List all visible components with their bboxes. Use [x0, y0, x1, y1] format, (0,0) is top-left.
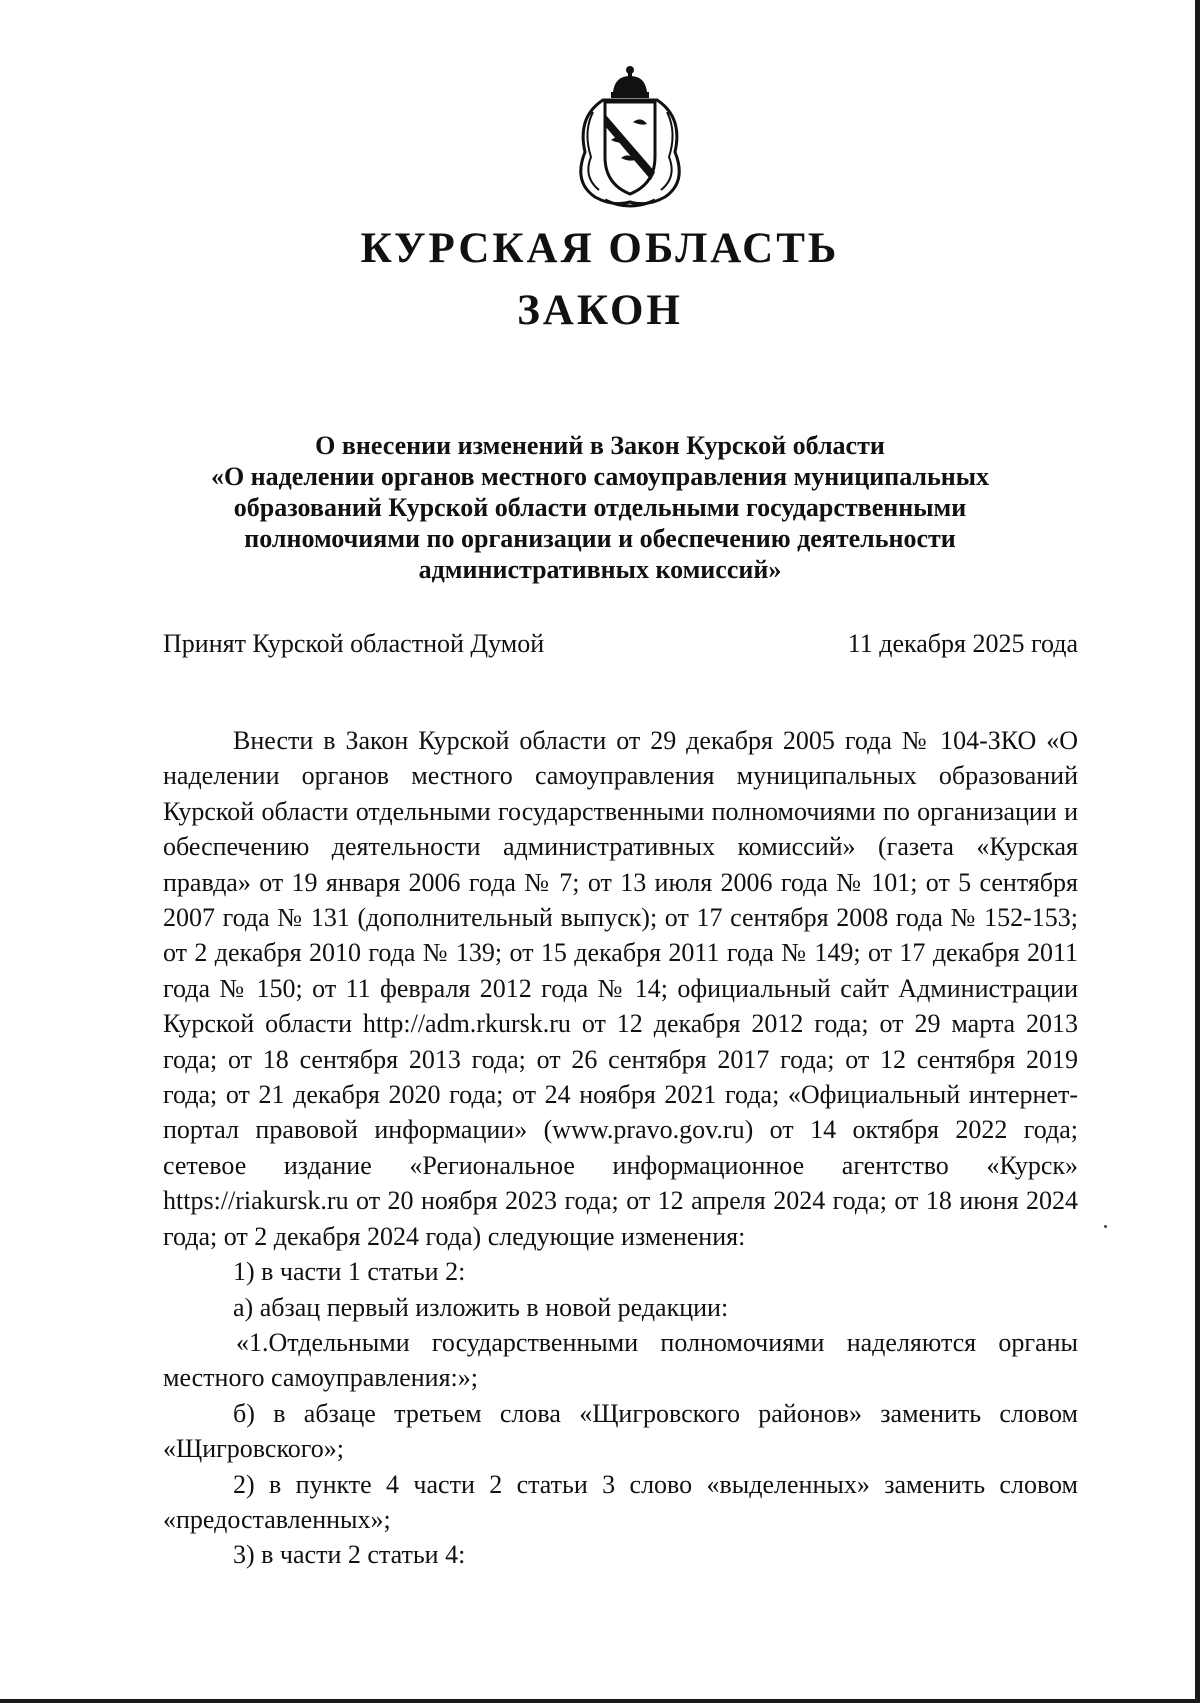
law-body: [163, 723, 1078, 1573]
coat-of-arms-icon: [565, 62, 695, 212]
body-paragraph: 1) в части 1 статьи 2:: [233, 1257, 466, 1287]
title-line: полномочиями по организации и обеспечению деятельности: [244, 524, 956, 553]
body-paragraph: а) абзац первый изложить в новой редакции:: [233, 1292, 729, 1322]
adoption-line: [163, 629, 1078, 659]
title-line: «О наделении органов местного самоуправления муниципальных: [210, 462, 990, 491]
body-paragraph: 2) в пункте 4 части 2 статьи 3 слово «выделенных» заменить словом «предоставленных»;: [163, 1469, 1078, 1534]
adoption-date: 11 декабря 2025 года: [847, 629, 1078, 658]
title-line: административных комиссий»: [418, 555, 782, 584]
title-line: О внесении изменений в Закон Курской области: [315, 431, 885, 460]
document-type-heading: ЗАКОН: [517, 287, 683, 334]
body-paragraph: «1.Отдельными государственными полномочиями наделяются органы местного самоуправления:»;: [163, 1327, 1078, 1393]
title-line: образований Курской области отдельными государственными: [233, 493, 967, 522]
scan-border-right: [1195, 0, 1200, 1703]
region-heading: КУРСКАЯ ОБЛАСТЬ: [360, 225, 840, 272]
scan-speck: [1104, 1225, 1107, 1228]
scan-border-bottom: [0, 1699, 1200, 1703]
body-paragraph: 3) в части 2 статьи 4:: [233, 1540, 466, 1570]
body-paragraph: Внести в Закон Курской области от 29 декабря 2005 года № 104-ЗКО «О наделении органов местного самоуправления муниципальных образований Курской области отдельными государственными полномочиями по организации и обеспечению деятельности административных комиссий» (газета «Курская правда» от 19 января 2006 года № 7; от 13 июля 2006 года № 101; от 5 сентября 2007 года № 131 (дополнительный выпуск); от 17 сентября 2008 года № 152-153; от 2 декабря 2010 года № 139; от 15 декабря 2011 года № 149; от 17 декабря 2011 года № 150; от 11 февраля 2012 года № 14; официальный сайт Администрации Курской области http://adm.rkursk.ru от 12 декабря 2012 года; от 29 марта 2013 года; от 18 сентября 2013 года; от 26 сентября 2017 года; от 12 сентября 2019 года; от 21 декабря 2020 года; от 24 ноября 2021 года; «Официальный интернет-портал правовой информации» (www.pravo.gov.ru) от 14 октября 2022 года; сетевое издание «Региональное информационное агентство «Курск» https://riakursk.ru от 20 ноября 2023 года; от 12 апреля 2024 года; от 18 июня 2024 года; от 2 декабря 2024 года) следующие изменения:: [163, 726, 1078, 1251]
body-paragraph: б) в абзаце третьем слова «Щигровского районов» заменить словом «Щигровского»;: [163, 1398, 1078, 1464]
adopting-body: Принят Курской областной Думой: [163, 629, 545, 658]
law-title: [150, 430, 1050, 585]
